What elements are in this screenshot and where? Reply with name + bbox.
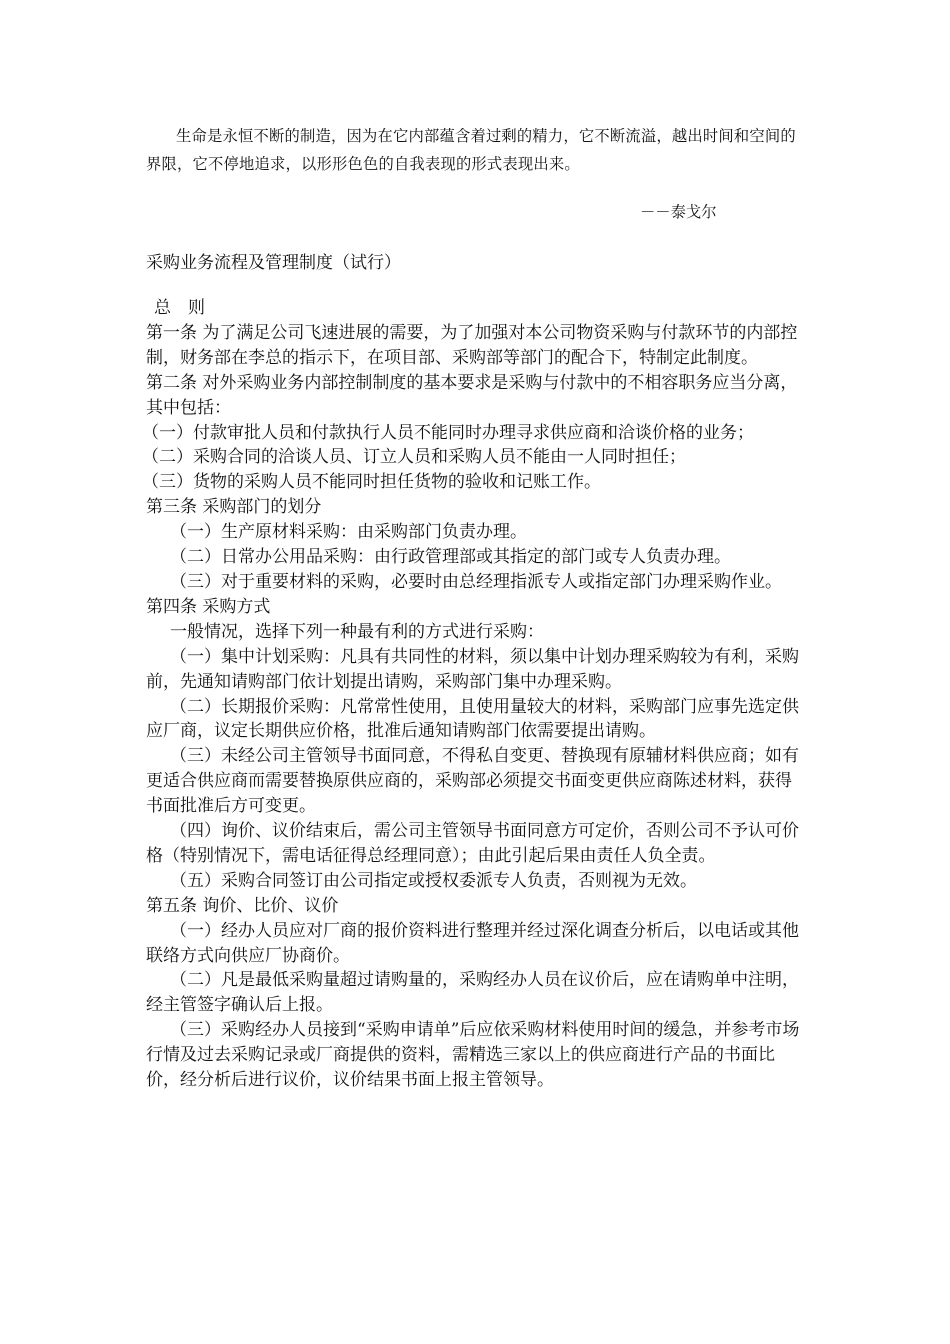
- article-2-item-2: （二）采购合同的洽谈人员、订立人员和采购人员不能由一人同时担任；: [142, 447, 686, 468]
- article-1: 第一条 为了满足公司飞速进展的需要，为了加强对本公司物资采购与付款环节的内部控制，财务部在李总的指示下，在项目部、采购部等部门的配合下，特制定此制度。: [146, 322, 798, 368]
- epigraph: [146, 122, 810, 178]
- article-3-item-2: （二）日常办公用品采购：由行政管理部或其指定的部门或专人负责办理。: [170, 547, 731, 568]
- article-2-item-3: （三）货物的采购人员不能同时担任货物的验收和记账工作。: [142, 472, 601, 493]
- article-4-item-1: （一）集中计划采购：凡具有共同性的材料，须以集中计划办理采购较为有利，采购前，先通知请购部门依计划提出请购，采购部门集中办理采购。: [146, 646, 799, 692]
- article-4-heading: 第四条 采购方式: [146, 596, 271, 617]
- article-4-item-2: （二）长期报价采购：凡常常性使用，且使用量较大的材料，采购部门应事先选定供应厂商，议定长期供应价格，批准后通知请购部门依需要提出请购。: [146, 696, 799, 742]
- article-3-item-1: （一）生产原材料采购：由采购部门负责办理。: [170, 522, 527, 543]
- article-3-item-3: （三）对于重要材料的采购，必要时由总经理指派专人或指定部门办理采购作业。: [170, 571, 782, 592]
- article-4-item-3: （三）未经公司主管领导书面同意，不得私自变更、替换现有原辅材料供应商；如有更适合供应商而需要替换原供应商的，采购部必须提交书面变更供应商陈述材料，获得书面批准后方可变更。: [146, 746, 799, 817]
- article-4-intro: 一般情况，选择下列一种最有利的方式进行采购：: [170, 621, 544, 642]
- document-body: [142, 296, 806, 1093]
- epigraph-attribution: －－泰戈尔: [640, 203, 717, 221]
- article-5-item-2: （二）凡是最低采购量超过请购量的，采购经办人员在议价后，应在请购单中注明，经主管签字确认后上报。: [146, 970, 799, 1016]
- article-3-heading: 第三条 采购部门的划分: [146, 497, 322, 518]
- article-5-item-1: （一）经办人员应对厂商的报价资料进行整理并经过深化调查分析后，以电话或其他联络方式向供应厂协商价。: [146, 920, 799, 966]
- epigraph-text: 生命是永恒不断的制造，因为在它内部蕴含着过剩的精力，它不断流溢，越出时间和空间的界限，它不停地追求，以形形色色的自我表现的形式表现出来。: [146, 127, 796, 173]
- document-title: 采购业务流程及管理制度（试行）: [146, 253, 401, 273]
- article-4-item-5: （五）采购合同签订由公司指定或授权委派专人负责，否则视为无效。: [170, 870, 697, 891]
- article-5-item-3: （三）采购经办人员接到“采购申请单”后应依采购材料使用时间的缓急，并参考市场行情及过去采购记录或厂商提供的资料，需精选三家以上的供应商进行产品的书面比价，经分析后进行议价，议价结果书面上报主管领导。: [146, 1020, 800, 1091]
- article-5-heading: 第五条 询价、比价、议价: [146, 895, 339, 916]
- article-4-item-4: （四）询价、议价结束后，需公司主管领导书面同意方可定价，否则公司不予认可价格（特别情况下，需电话征得总经理同意）；由此引起后果由责任人负全责。: [146, 821, 799, 866]
- section-heading-general: 总 则: [154, 298, 205, 318]
- article-2-item-1: （一）付款审批人员和付款执行人员不能同时办理寻求供应商和洽谈价格的业务；: [142, 422, 754, 443]
- article-2: 第二条 对外采购业务内部控制制度的基本要求是采购与付款中的不相容职务应当分离，其中包括：: [146, 372, 798, 418]
